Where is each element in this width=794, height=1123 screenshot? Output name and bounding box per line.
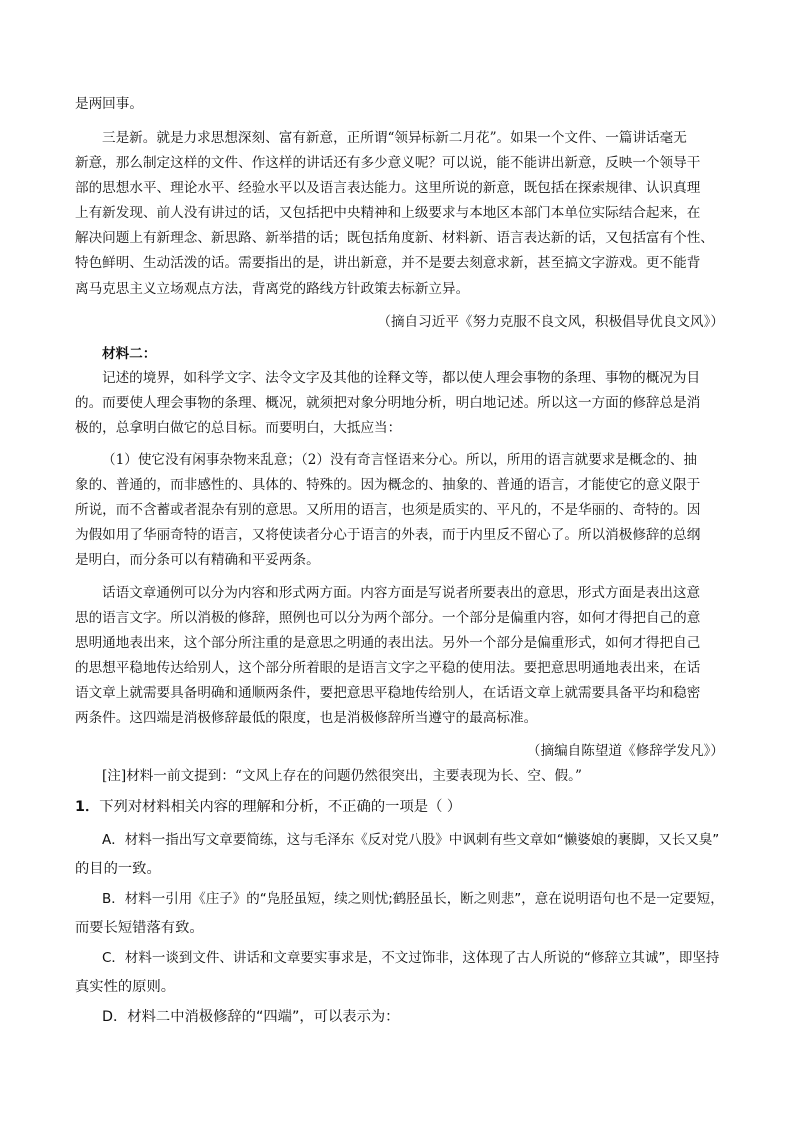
paragraph-line: 三是新。就是力求思想深刻、富有新意，正所谓“领异标新二月花”。如果一个文件、一篇讲话毫无 [102, 130, 687, 146]
option-b-line2: 而要长短错落有致。 [75, 920, 204, 936]
paragraph-line: 上有新发现、前人没有讲过的话，又包括把中央精神和上级要求与本地区本部门本单位实际结合起来，在 [75, 205, 701, 221]
paragraph-line: 记述的境界，如科学文字、法令文字及其他的诠释文等，都以使人理会事物的条理、事物的概况为目 [102, 370, 701, 386]
paragraph-line: 是明白，而分条可以有精确和平妥两条。 [75, 552, 320, 568]
paragraph-line: 是两回事。 [75, 96, 143, 112]
question-stem [75, 797, 461, 817]
paragraph-line: 解决问题上有新理念、新思路、新举措的话；既包括角度新、材料新、语言表达新的话，又包括富有个性、 [75, 230, 714, 246]
paragraph-line: 的思想平稳地传达给别人，这个部分所着眼的是语言文字之平稳的使用法。要把意思明通地表出来，在话 [75, 660, 701, 676]
source-citation: （摘自习近平《努力克服不良文风，积极倡导优良文风》） [377, 314, 724, 330]
paragraph-line: 为假如用了华丽奇特的语言，又将使读者分心于语言的外表，而于内里反不留心了。所以消极修辞的总纲 [75, 527, 701, 543]
paragraph-line: 特色鲜明、生动活泼的话。需要指出的是，讲出新意，并不是要去刻意求新，甚至搞文字游戏。更不能背 [75, 255, 701, 271]
paragraph-line: 思的语言文字。所以消极的修辞，照例也可以分为两个部分。一个部分是偏重内容，如何才得把自己的意 [75, 610, 701, 626]
question-text: 下列对材料相关内容的理解和分析，不正确的一项是（ ） [99, 799, 462, 815]
question-number: 1． [75, 799, 100, 815]
option-b-line1: B．材料一引用《庄子》的“凫胫虽短，续之则忧;鹤胫虽长，断之则悲”，意在说明语句也不是一定要短， [102, 891, 724, 907]
paragraph-line: 离马克思主义立场观点方法，背离党的路线方针政策去标新立异。 [75, 281, 470, 297]
paragraph-line: 部的思想水平、理论水平、经验水平以及语言表达能力。这里所说的新意，既包括在探索规律、认识真理 [75, 180, 701, 196]
option-d-line1: D．材料二中消极修辞的“四端”，可以表示为： [102, 1009, 400, 1025]
paragraph-line: 象的、普通的，而非感性的、具体的、特殊的。因为概念的、抽象的、普通的语言，才能使它的意义限于 [75, 477, 701, 493]
source-citation: （摘编自陈望道《修辞学发凡》） [526, 743, 724, 759]
paragraph-line: 两条件。这四端是消极修辞最低的限度，也是消极修辞所当遵守的最高标准。 [75, 710, 538, 726]
paragraph-line: （1）使它没有闲事杂物来乱意；（2）没有奇言怪语来分心。所以，所用的语言就要求是概念的、抽 [102, 452, 698, 468]
paragraph-line: 思明通地表出来，这个部分所注重的是意思之明通的表出法。另外一个部分是偏重形式，如何才得把自己 [75, 635, 701, 651]
paragraph-line: 语文章上就需要具备明确和通顺两条件，要把意思平稳地传给别人，在话语文章上就需要具备平均和稳密 [75, 685, 701, 701]
option-a-line2: 的目的一致。 [75, 861, 161, 877]
paragraph-line: 极的，总拿明白做它的总目标。而要明白，大抵应当： [75, 420, 402, 436]
option-c-line1: C．材料一谈到文件、讲话和文章要实事求是，不文过饰非，这体现了古人所说的“修辞立其诚”，即坚持 [102, 950, 720, 966]
paragraph-line: 所说，而不含蓄或者混杂有别的意思。又所用的语言，也须是质实的、平凡的，不是华丽的、奇特的。因 [75, 502, 701, 518]
paragraph-line: 新意，那么制定这样的文件、作这样的讲话还有多少意义呢？可以说，能不能讲出新意，反映一个领导干 [75, 155, 701, 171]
paragraph-line: 话语文章通例可以分为内容和形式两方面。内容方面是写说者所要表出的意思，形式方面是表出这意 [102, 585, 701, 601]
option-c-line2: 真实性的原则。 [75, 979, 176, 995]
footnote: [注]材料一前文提到：“文风上存在的问题仍然很突出，主要表现为长、空、假。” [102, 768, 582, 784]
section-heading: 材料二： [102, 346, 157, 362]
paragraph-line: 的。而要使人理会事物的条理、概况，就须把对象分明地分析，明白地记述。所以这一方面的修辞总是消 [75, 395, 701, 411]
option-a-line1: A．材料一指出写文章要简练，这与毛泽东《反对党八股》中讽刺有些文章如“懒婆娘的裹脚，又长又臭” [102, 832, 720, 848]
